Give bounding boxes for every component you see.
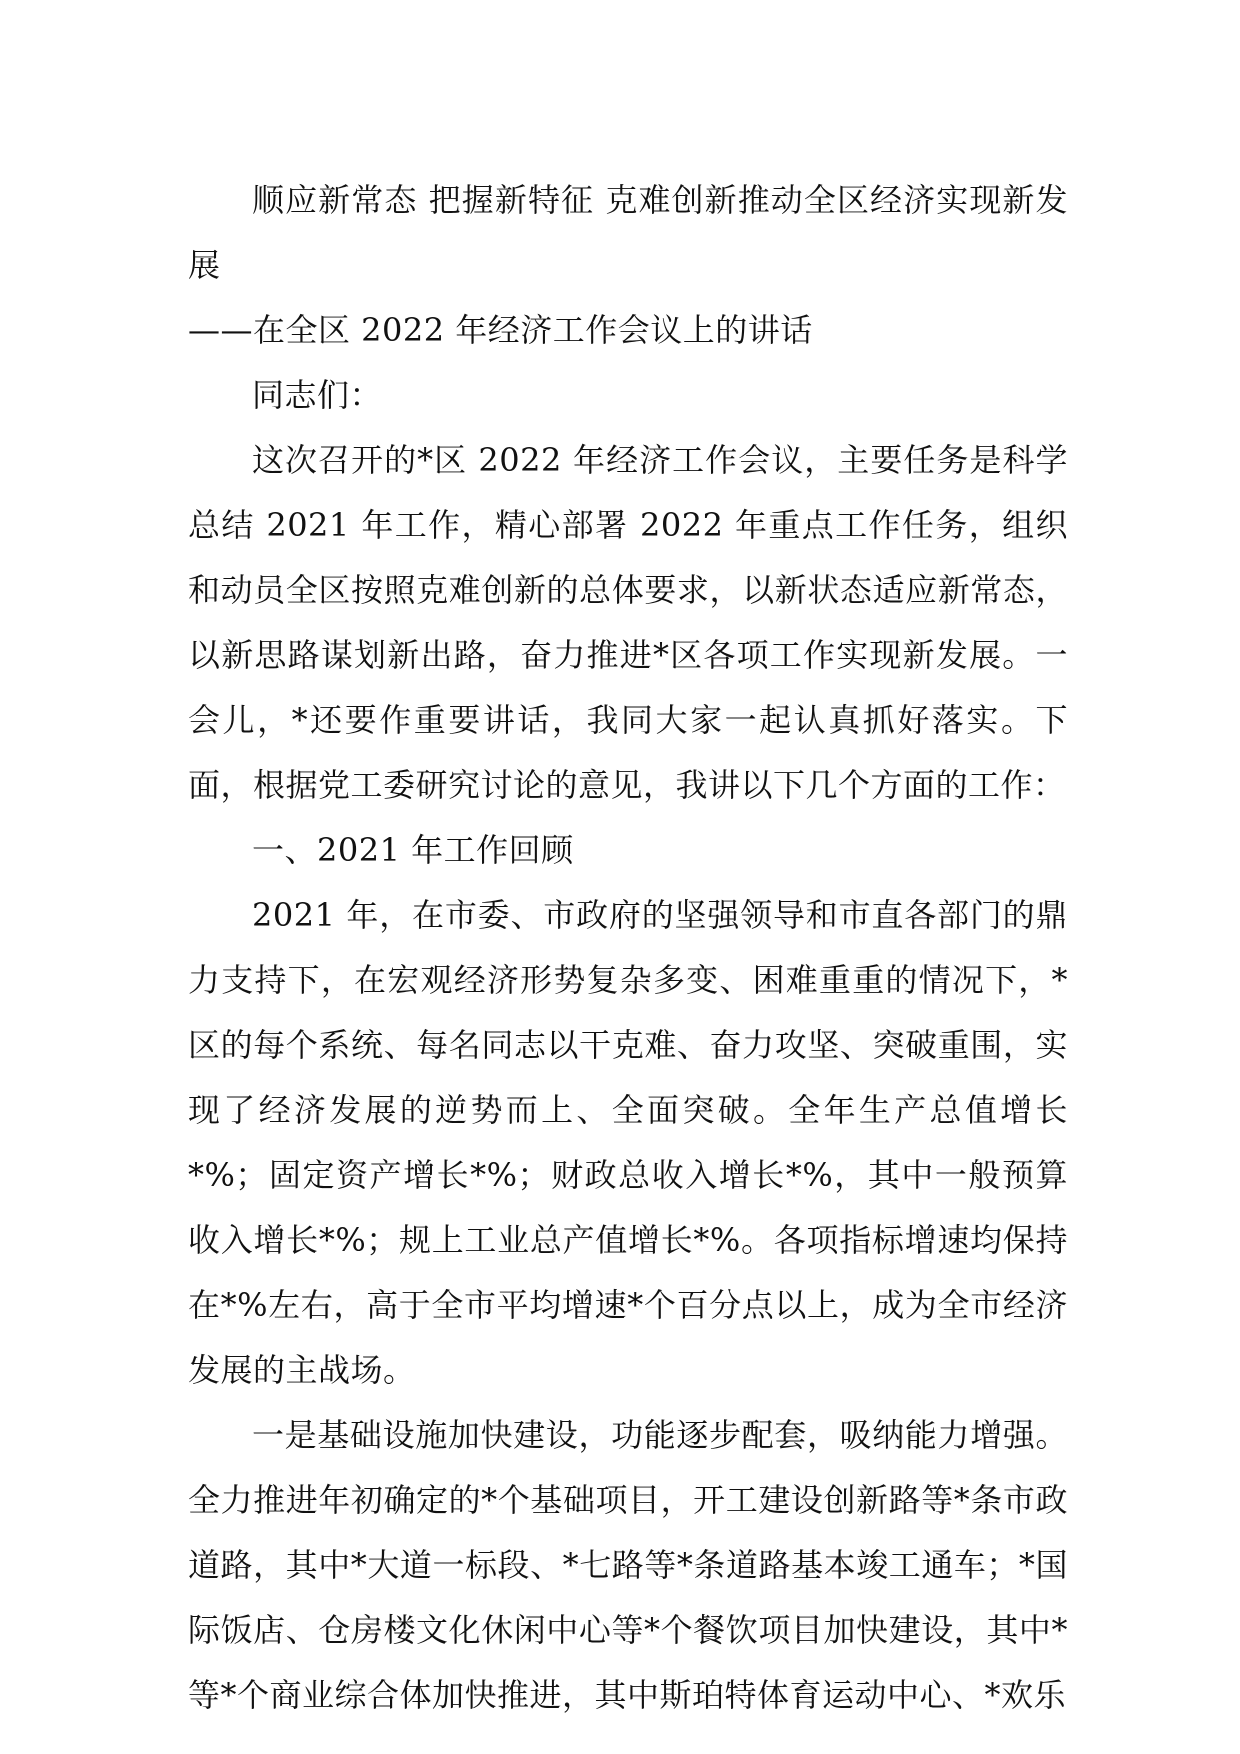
section-heading: 一、2021 年工作回顾 xyxy=(252,831,574,869)
document-body xyxy=(188,168,1068,1728)
body-paragraph: 2021 年，在市委、市政府的坚强领导和市直各部门的鼎力支持下，在宏观经济形势复杂多变、困难重重的情况下，*区的每个系统、每名同志以干克难、奋力攻坚、突破重围，实现了经济发展的逆势而上、全面突破。全年生产总值增长*%；固定资产增长*%；财政总收入增长*%，其中一般预算收入增长*%；规上工业总产值增长*%。各项指标增速均保持在*%左右，高于全市平均增速*个百分点以上，成为全市经济发展的主战场。 xyxy=(188,896,1068,1389)
document-subtitle: ——在全区 2022 年经济工作会议上的讲话 xyxy=(188,311,813,349)
salutation: 同志们： xyxy=(252,376,383,414)
intro-paragraph: 这次召开的*区 2022 年经济工作会议，主要任务是科学总结 2021 年工作，精心部署 2022 年重点工作任务，组织和动员全区按照克难创新的总体要求，以新状态适应新常态，以新思路谋划新出路，奋力推进*区各项工作实现新发展。一会儿，*还要作重要讲话，我同大家一起认真抓好落实。下面，根据党工委研究讨论的意见，我讲以下几个方面的工作： xyxy=(188,441,1068,804)
body-paragraph: 一是基础设施加快建设，功能逐步配套，吸纳能力增强。全力推进年初确定的*个基础项目，开工建设创新路等*条市政道路，其中*大道一标段、*七路等*条道路基本竣工通车；*国际饭店、仓房楼文化休闲中心等*个餐饮项目加快建设，其中*等*个商业综合体加快推进，其中斯珀特体育运动中心、*欢乐 xyxy=(188,1416,1068,1714)
document-title: 顺应新常态 把握新特征 克难创新推动全区经济实现新发展 xyxy=(188,181,1068,284)
